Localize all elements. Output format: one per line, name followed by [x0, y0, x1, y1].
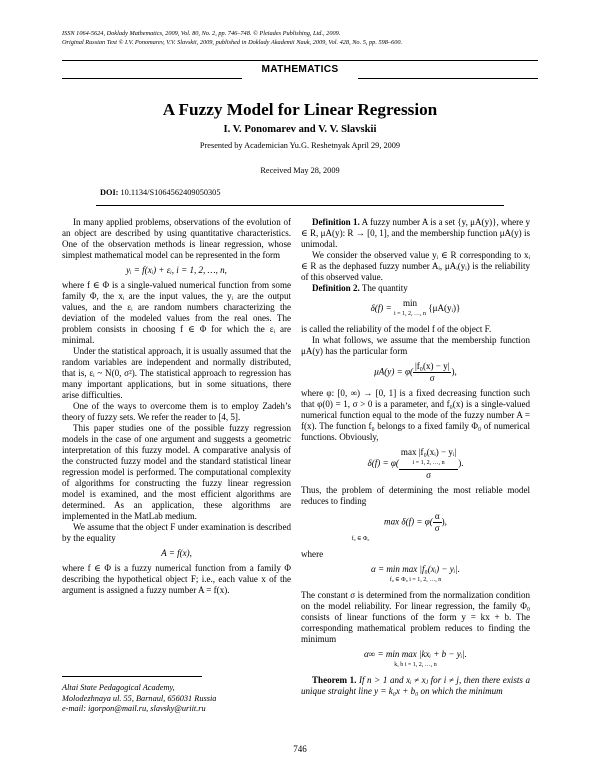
paragraph: In what follows, we assume that the membership function μA(y) has the particular form	[301, 335, 530, 356]
equation-fuzzy: A = f(x),	[161, 548, 192, 558]
header-line-1: ISSN 1064-5624, Doklady Mathematics, 2009, Vol. 80, No. 2, pp. 746–748. © Pleiades Publishing, Ltd., 2009.	[62, 30, 341, 37]
definition-1-text: A fuzzy number A is a set {y, μA(y)}, where y ∈ R, μA(y): R → [0, 1], and the membership function μA(y) is unimodal.	[301, 217, 530, 249]
paragraph: where	[301, 549, 324, 559]
equation-model: yᵢ = f(xᵢ) + εᵢ, i = 1, 2, …, n,	[126, 265, 227, 275]
paragraph: One of the ways to overcome them is to employ Zadeh’s theory of fuzzy sets. We refer the reader to [4, 5].	[62, 401, 291, 422]
doi-value[interactable]: 10.1134/S1064562409050305	[120, 188, 221, 197]
equation-alpha	[301, 564, 530, 586]
definition-1-label: Definition 1.	[312, 217, 360, 227]
eq-rhs: ).	[458, 458, 464, 469]
paragraph: where f ∈ Φ is a fuzzy numerical function from a family Φ describing the hypothetical object F; i.e., each value x of the argument is assigned a fuzzy number A = f(x).	[62, 563, 291, 595]
top-rule	[62, 60, 538, 61]
paragraph: where φ: [0, ∞) → [0, 1] is a fixed decreasing function such that φ(0) = 1, σ > 0 is a parameter, and f₀(x) is a single-valued numerical function equal to the mode of the fuzzy number A = f(x). The function f₀ belongs to a fixed family Φ₀ of numerical functions. Obviously,	[301, 388, 530, 442]
eq-fraction	[399, 447, 458, 481]
header-line-2: Original Russian Text © I.V. Ponomarev, V.V. Slavskii, 2009, published in Doklady Akademii Nauk, 2009, Vol. 428, No. 5, pp. 598–600.	[62, 38, 403, 46]
eq-rhs: {μA(yᵢ)}	[428, 303, 461, 314]
theorem-1-label: Theorem 1.	[312, 675, 357, 685]
section-heading: MATHEMATICS	[261, 64, 339, 75]
eq-rhs: ),	[441, 516, 447, 527]
eq-numerator-text: max |f₀(xᵢ) − yᵢ|	[400, 447, 457, 457]
eq-subscript: k, b i = 1, 2, …, n	[394, 662, 437, 668]
eq-subscript: f₀ ∈ Φ₀	[351, 536, 370, 542]
eq-numerator	[399, 447, 458, 470]
eq-lhs: δ(f) = φ(	[367, 458, 399, 469]
definition-2-label: Definition 2.	[312, 283, 360, 293]
affiliation-line-2: Molodezhnaya ul. 55, Barnaul, 656031 Russia	[62, 693, 217, 703]
eq-denominator: σ	[429, 373, 435, 383]
doi	[100, 188, 220, 197]
section-rule-left	[62, 78, 242, 79]
eq-body: α = min max |f₀(xᵢ) − yᵢ|.	[371, 564, 460, 574]
eq-denominator: σ	[426, 470, 431, 480]
eq-lhs: μA(y) = φ(	[374, 366, 413, 377]
eq-body: α∞ = min max |kxᵢ + b − yᵢ|.	[364, 649, 467, 659]
eq-numerator: |f₀(x) − y|	[414, 361, 450, 371]
theorem-1-text: If n > 1 and xᵢ ≠ xⱼ for i ≠ j, then there exists a unique straight line y = k₀x + b₀ on which the minimum	[301, 675, 530, 696]
equation-delta	[301, 447, 530, 481]
paragraph: Thus, the problem of determining the most reliable model reduces to finding	[301, 485, 530, 506]
doi-label: DOI:	[100, 188, 119, 197]
eq-numerator: α	[433, 511, 442, 523]
eq-lhs: δ(f) =	[370, 303, 392, 314]
eq-subscript: i = 1, 2, …, n	[393, 311, 427, 317]
paragraph: In many applied problems, observations of the evolution of an object are described by using quantitative characteristics. One of the observation methods is linear regression, whose simplest mathematical model can be represented in the form	[62, 217, 291, 260]
article-title: A Fuzzy Model for Linear Regression	[162, 100, 438, 119]
paragraph: is called the reliability of the model f of the object F.	[301, 324, 492, 334]
authors: I. V. Ponomarev and V. V. Slavskii	[223, 124, 377, 135]
eq-lhs: max δ(f) = φ(	[384, 516, 433, 527]
eq-fraction	[433, 511, 442, 534]
footnote-rule	[62, 676, 202, 677]
affiliation	[62, 683, 216, 715]
definition-2-text: The quantity	[359, 283, 408, 293]
paragraph: We consider the observed value yᵢ ∈ R corresponding to xᵢ ∈ R as the dephased fuzzy number Aᵢ, μAᵢ(yᵢ) is the reliability of this observed value.	[301, 250, 530, 282]
eq-min: min	[402, 298, 418, 308]
paragraph: Under the statistical approach, it is usually assumed that the random variables are independent and normally distributed, that is, εᵢ ~ N(0, σ²). The statistical approach to regression has many important applications, but in some situations, there arise difficulties.	[62, 346, 291, 400]
received-date: Received May 28, 2009	[260, 166, 340, 175]
presented-by: Presented by Academician Yu.G. Reshetnyak April 29, 2009	[199, 141, 401, 150]
eq-fraction	[413, 361, 452, 384]
equation-membership	[301, 361, 530, 384]
eq-denominator: σ	[434, 523, 440, 533]
right-column	[301, 217, 530, 697]
divider-rule	[96, 205, 504, 206]
eq-rhs: ),	[451, 366, 457, 377]
page-number: 746	[293, 744, 307, 754]
equation-alpha-inf	[301, 649, 530, 671]
paragraph: We assume that the object F under examination is described by the equality	[62, 522, 291, 543]
affiliation-line-1: Altai State Pedagogical Academy,	[62, 683, 175, 692]
eq-subscript: f₀ ∈ Φ₀ i = 1, 2, …, n	[389, 577, 442, 583]
paragraph: The constant σ is determined from the normalization condition on the model reliability. For linear regression, the family Φ₀ consists of linear functions of the form y = kx + b. The corresponding mathematical problem reduces to finding the minimum	[301, 590, 530, 644]
equation-max	[301, 511, 530, 545]
eq-subscript: i = 1, 2, …, n	[412, 460, 445, 466]
equation-reliability	[301, 298, 530, 320]
journal-header	[62, 30, 402, 47]
section-rule-right	[358, 78, 538, 79]
eq-operator	[394, 298, 426, 320]
paragraph: This paper studies one of the possible fuzzy regression models in the case of one argument and suggests a geometric interpretation of this fuzzy model. A comparative analysis of the constructed fuzzy model and the standard statistical linear regression model is performed. The computational complexity of algorithms for constructing the fuzzy linear regression model is examined, and the most efficient algorithms are determined. As an application, these algorithms are implemented in the MatLab medium.	[62, 423, 291, 521]
affiliation-email[interactable]: e-mail: igorpon@mail.ru, slavsky@uriit.ru	[62, 704, 206, 713]
paragraph: where f ∈ Φ is a single-valued numerical function from some family Φ, the xᵢ are the input values, the yᵢ are the output values, and the εᵢ are random numbers characterizing the deviation of the modeled values from the real ones. The problem consists in choosing f ∈ Φ for which the εᵢ are minimal.	[62, 280, 291, 345]
